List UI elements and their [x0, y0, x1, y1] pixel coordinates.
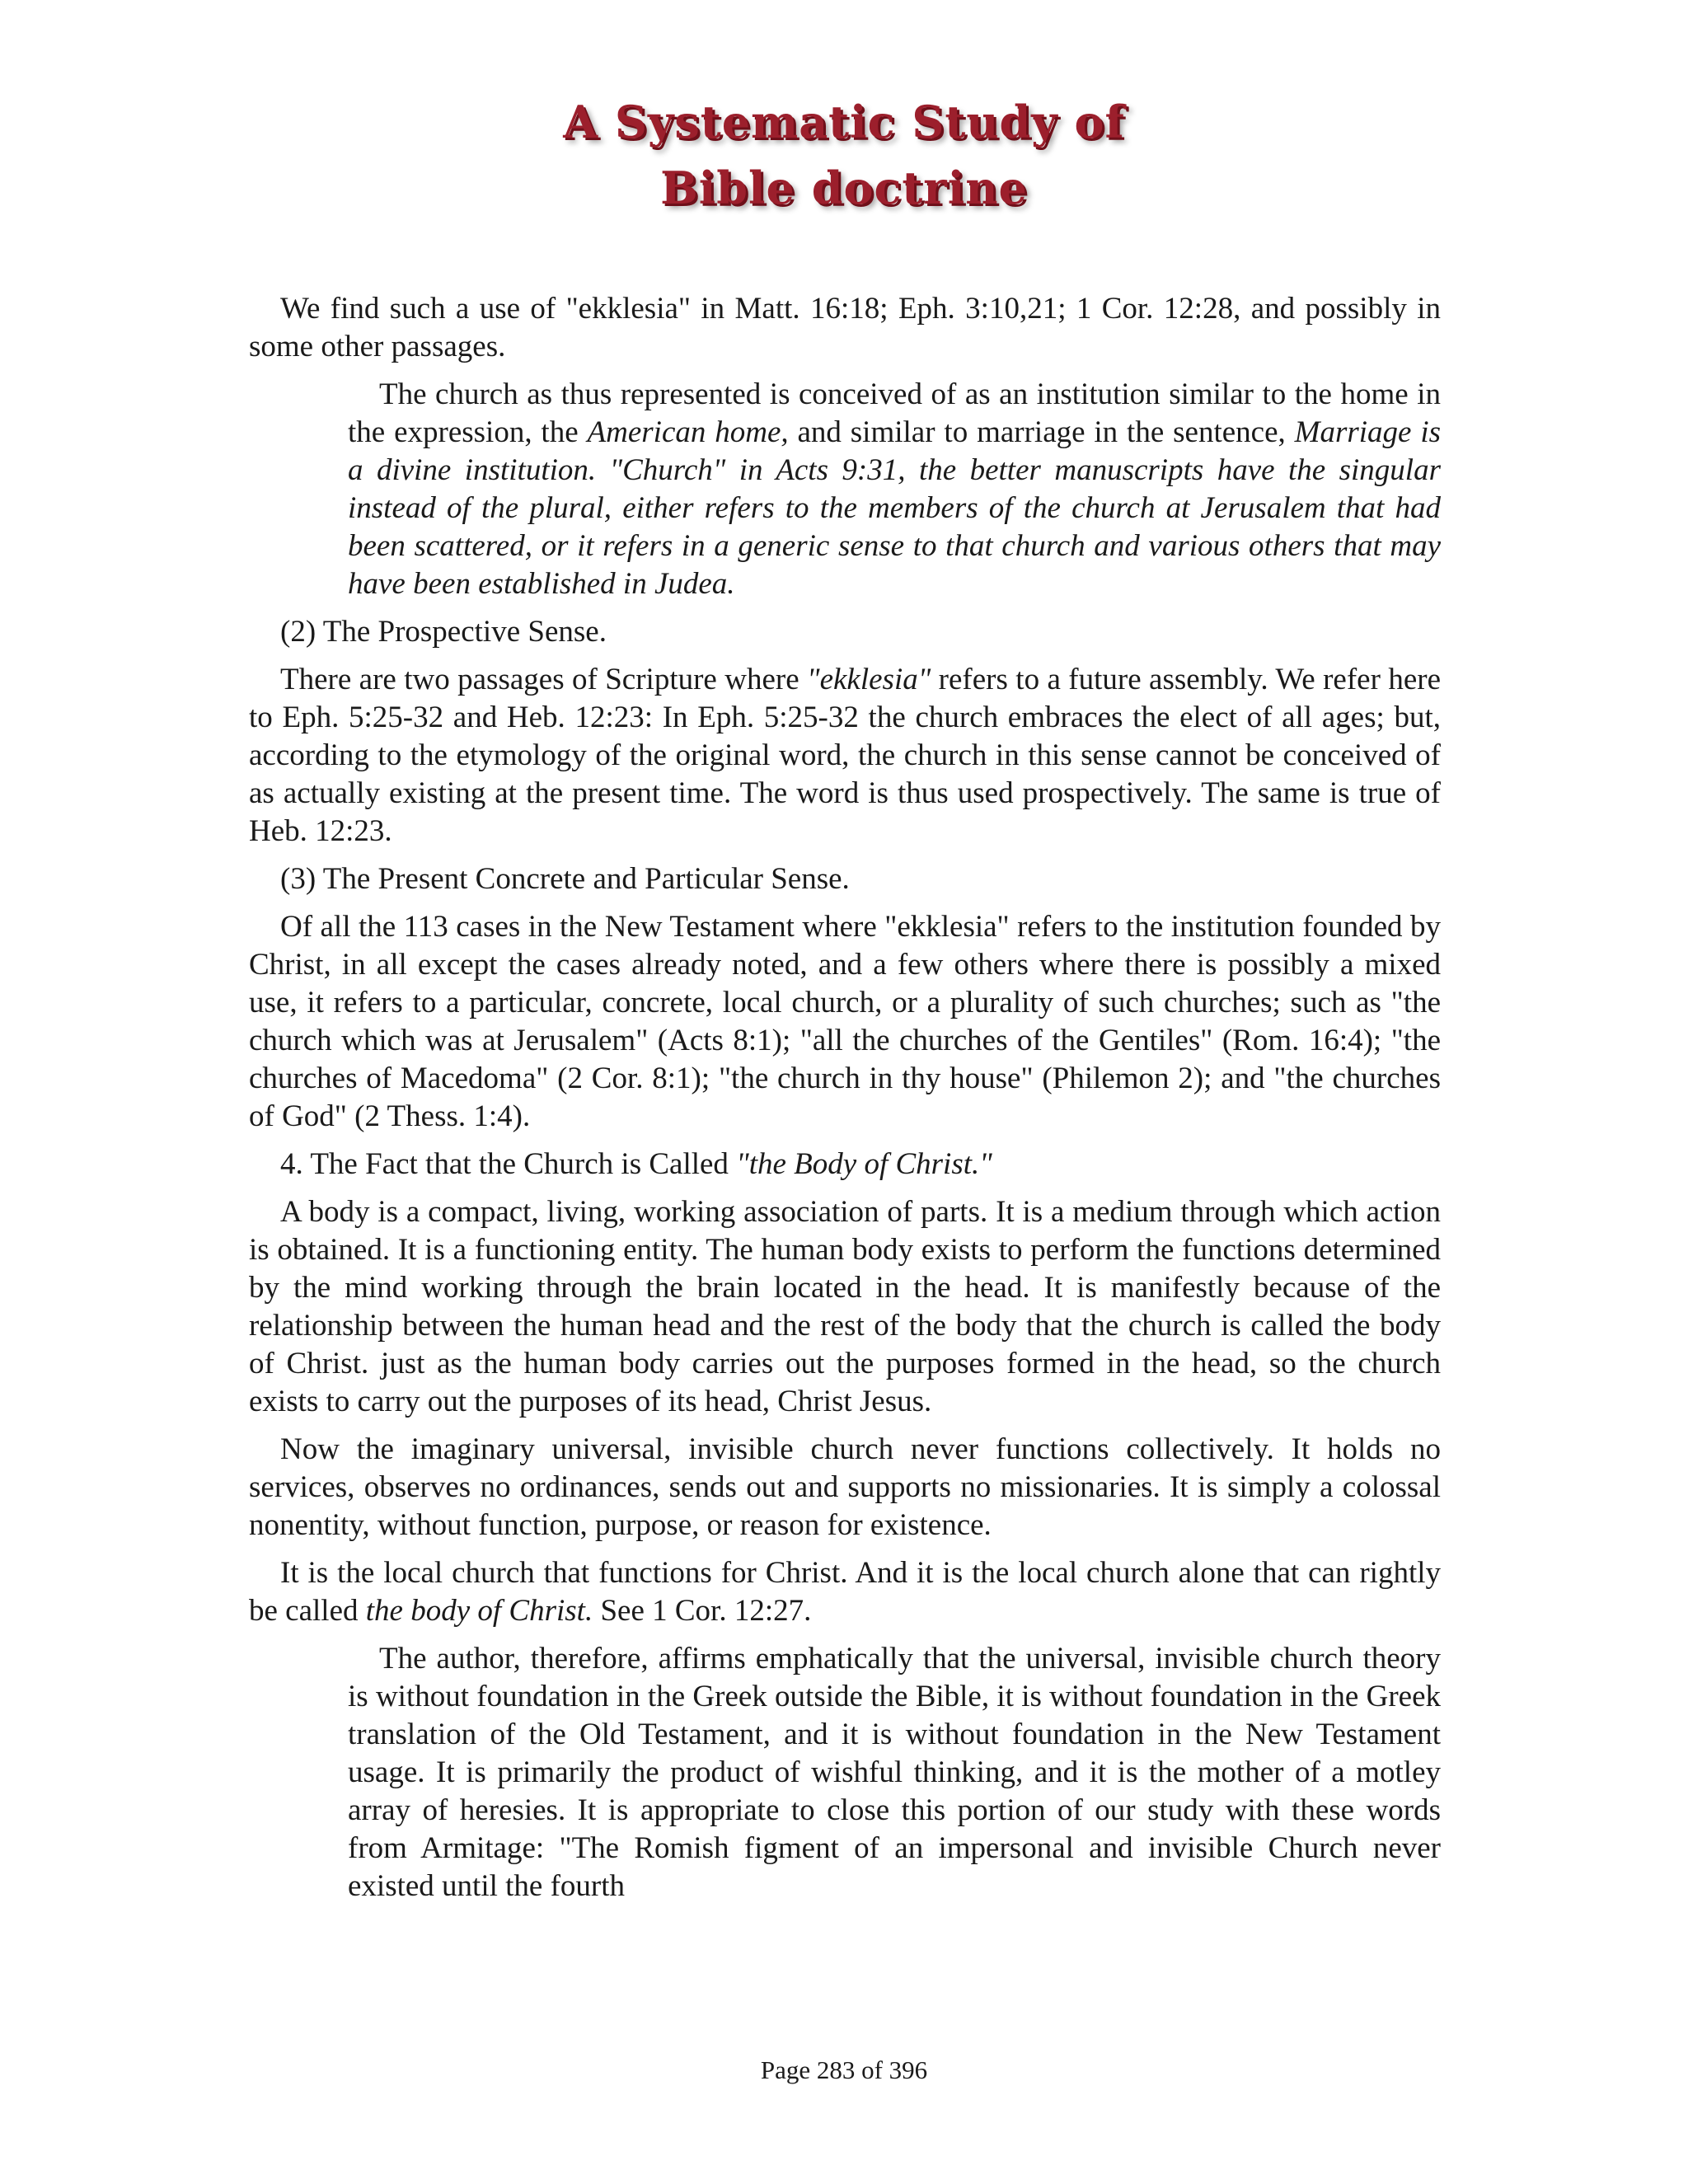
paragraph-body-definition: A body is a compact, living, working association of parts. It is a medium through which action is obtained. It is a functioning entity. The human body exists to perform the functions determined by the mind working through the brain located in the head. It is manifestly because of the relationship between the human head and the rest of the body that the church is called the body of Christ. just as the human body carries out the purposes formed in the head, so the church exists to carry out the purposes of its head, Christ Jesus. [249, 1195, 1441, 1418]
heading-present-sense: (3) The Present Concrete and Particular Sense. [280, 862, 850, 896]
quote-institution-emphasis-2: Marriage is a divine institution. "Church" in Acts 9:31, the better manuscripts have the singular instead of the plural, either refers to the members of the church at Jerusalem that had been scattered, or it refers in a generic sense to that church and various others that may have been established in Judea. [348, 415, 1441, 601]
heading-body-of-christ-emphasis: "the Body of Christ." [736, 1147, 992, 1181]
heading-body-of-christ [249, 1146, 1441, 1183]
title-banner [0, 89, 1688, 221]
paragraph-local-church-text-2: See 1 Cor. 12:27. [593, 1594, 812, 1628]
paragraph-prospective-text-1: There are two passages of Scripture where [280, 663, 808, 696]
paragraph-local-church-text-1: It is the local church that functions for Christ. And it is the local church alone that can rightly be called [249, 1556, 1441, 1628]
paragraph-prospective-text-2: refers to a future assembly. We refer here to Eph. 5:25-32 and Heb. 12:23: In Eph. 5:25-32 the church embraces the elect of all ages; but, according to the etymology of the original word, the church in this sense cannot be conceived of as actually existing at the present time. The word is thus used prospectively. The same is true of Heb. 12:23. [249, 663, 1441, 848]
title-line-1: A Systematic Study of [563, 96, 1125, 148]
heading-body-of-christ-text: 4. The Fact that the Church is Called [280, 1147, 737, 1181]
page-content [249, 290, 1441, 1915]
quote-institution-text-2: and similar to marriage in the sentence, [788, 415, 1295, 449]
page-number: Page 283 of 396 [760, 2055, 928, 2084]
paragraph-prospective-emphasis: "ekklesia" [807, 663, 931, 696]
paragraph-local-church-emphasis: the body of Christ. [365, 1594, 593, 1628]
paragraph-imaginary-church: Now the imaginary universal, invisible church never functions collectively. It holds no services, observes no ordinances, sends out and supports no missionaries. It is simply a colossal nonentity, without function, purpose, or reason for existence. [249, 1432, 1441, 1542]
quote-institution-text-1: The church as thus represented is conceived of as an institution similar to the home in the expression, the [348, 377, 1441, 449]
heading-prospective-sense: (2) The Prospective Sense. [280, 615, 607, 649]
paragraph-ekklesia-uses: We find such a use of "ekklesia" in Matt. 16:18; Eph. 3:10,21; 1 Cor. 12:28, and possibly in some other passages. [249, 292, 1441, 363]
quote-institution [348, 376, 1441, 603]
paragraph-present-sense: Of all the 113 cases in the New Testament where "ekklesia" refers to the institution founded by Christ, in all except the cases already noted, and a few others where there is possibly a mixed use, it refers to a particular, concrete, local church, or a plurality of such churches; such as "the church which was at Jerusalem" (Acts 8:1); "all the churches of the Gentiles" (Rom. 16:4); "the churches of Macedoma" (2 Cor. 8:1); "the church in thy house" (Philemon 2); and "the churches of God" (2 Thess. 1:4). [249, 910, 1441, 1133]
paragraph-prospective [249, 661, 1441, 851]
quote-institution-emphasis-1: American home, [587, 415, 789, 449]
quote-author-affirms: The author, therefore, affirms emphatically that the universal, invisible church theory is without foundation in the Greek outside the Bible, it is without foundation in the Greek translation of the Old Testament, and it is without foundation in the New Testament usage. It is primarily the product of wishful thinking, and it is the mother of a motley array of heresies. It is appropriate to close this portion of our study with these words from Armitage: "The Romish figment of an impersonal and invisible Church never existed until the fourth [348, 1642, 1441, 1903]
title-line-2: Bible doctrine [660, 162, 1028, 214]
paragraph-local-church [249, 1554, 1441, 1630]
